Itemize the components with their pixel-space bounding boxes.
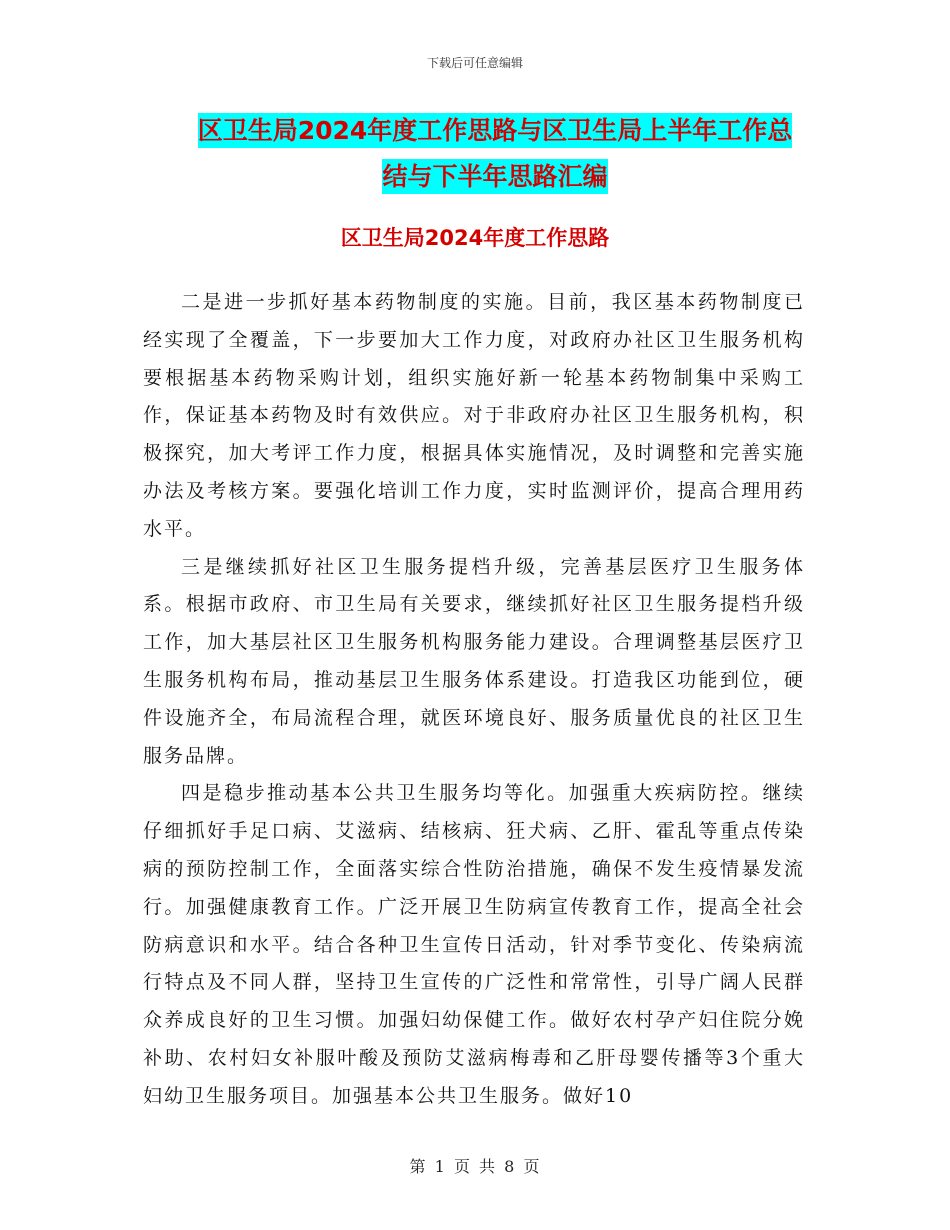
footer-page-word: 页 bbox=[453, 1157, 471, 1176]
footer-page-number: 1 bbox=[434, 1157, 446, 1176]
document-title bbox=[140, 108, 850, 200]
title-line-2: 结与下半年思路汇编 bbox=[382, 159, 607, 194]
footer-total-pages: 8 bbox=[504, 1157, 516, 1176]
page-footer bbox=[0, 1154, 950, 1177]
footer-suffix: 页 bbox=[523, 1157, 541, 1176]
document-body bbox=[143, 284, 805, 1116]
section-title: 区卫生局2024年度工作思路 bbox=[340, 226, 610, 250]
paragraph-2: 三是继续抓好社区卫生服务提档升级，完善基层医疗卫生服务体系。根据市政府、市卫生局有关要求，继续抓好社区卫生服务提档升级工作，加大基层社区卫生服务机构服务能力建设。合理调整基层医疗卫生服务机构布局，推动基层卫生服务体系建设。打造我区功能到位，硬件设施齐全，布局流程合理，就医环境良好、服务质量优良的社区卫生服务品牌。 bbox=[143, 555, 805, 767]
footer-total-prefix: 共 bbox=[479, 1157, 497, 1176]
header-note: 下载后可任意编辑 bbox=[426, 56, 523, 70]
paragraph-3: 四是稳步推动基本公共卫生服务均等化。加强重大疾病防控。继续仔细抓好手足口病、艾滋病、结核病、狂犬病、乙肝、霍乱等重点传染病的预防控制工作，全面落实综合性防治措施，确保不发生疫情暴发流行。加强健康教育工作。广泛开展卫生防病宣传教育工作，提高全社会防病意识和水平。结合各种卫生宣传日活动，针对季节变化、传染病流行特点及不同人群，坚持卫生宣传的广泛性和常常性，引导广阔人民群众养成良好的卫生习惯。加强妇幼保健工作。做好农村孕产妇住院分娩补助、农村妇女补服叶酸及预防艾滋病梅毒和乙肝母婴传播等3个重大妇幼卫生服务项目。加强基本公共卫生服务。做好10 bbox=[143, 782, 805, 1107]
paragraph-1: 二是进一步抓好基本药物制度的实施。目前，我区基本药物制度已经实现了全覆盖，下一步要加大工作力度，对政府办社区卫生服务机构要根据基本药物采购计划，组织实施好新一轮基本药物制集中采购工作，保证基本药物及时有效供应。对于非政府办社区卫生服务机构，积极探究，加大考评工作力度，根据具体实施情况，及时调整和完善实施办法及考核方案。要强化培训工作力度，实时监测评价，提高合理用药水平。 bbox=[143, 291, 805, 540]
footer-prefix: 第 bbox=[409, 1157, 427, 1176]
title-line-1: 区卫生局2024年度工作思路与区卫生局上半年工作总 bbox=[198, 113, 793, 148]
